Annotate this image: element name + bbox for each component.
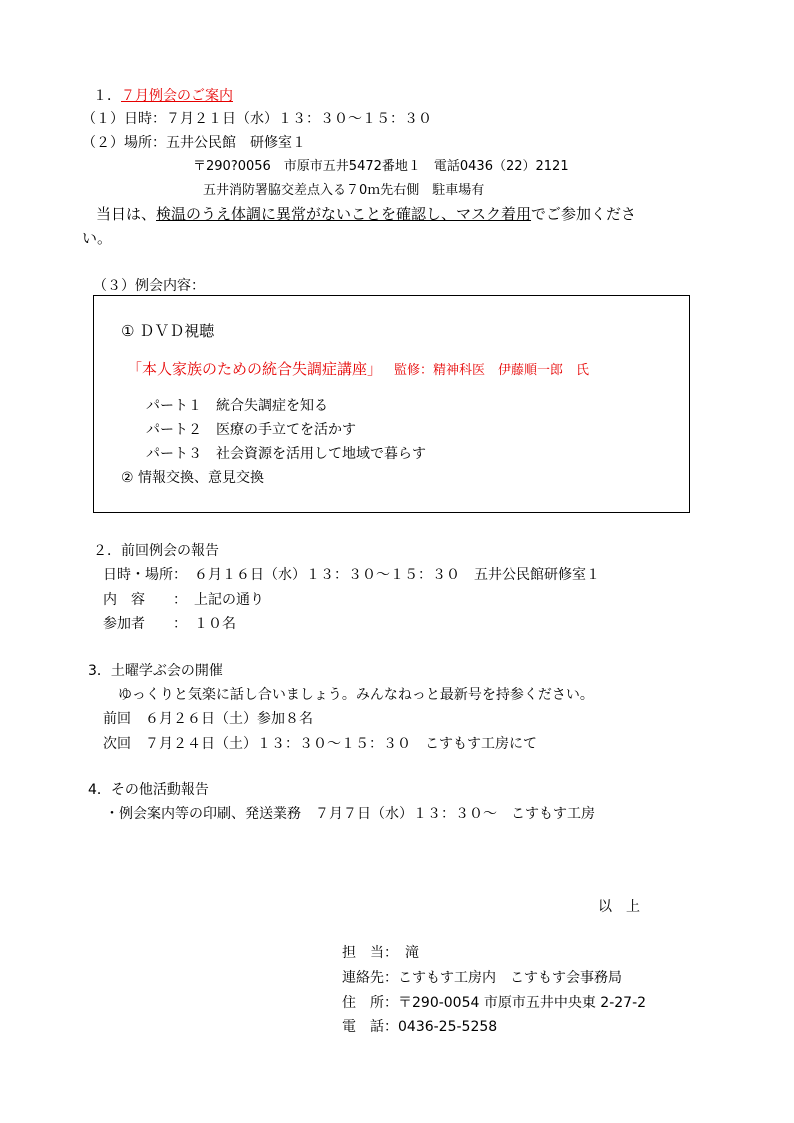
meeting-directions: 五井消防署脇交差点入る７0ｍ先右側 駐車場有 xyxy=(203,183,485,198)
contact-address: 住 所：〒290-0054 市原市五井中央東 2-27-2 xyxy=(342,995,647,1011)
study-previous: 前回 ６月２６日（土）参加８名 xyxy=(103,711,313,727)
report-datetime-place: 日時・場所： ６月１６日（水）１３：３０～１５：３０ 五井公民館研修室１ xyxy=(103,567,600,583)
content-item-dvd: ① ＤＶＤ視聴 xyxy=(121,322,215,340)
notice-continuation: い。 xyxy=(82,229,113,247)
notice-pre: 当日は、 xyxy=(96,205,157,223)
section2-title: ２．前回例会の報告 xyxy=(93,543,219,559)
dvd-supervisor: 監修：精神科医 伊藤順一郎 氏 xyxy=(394,363,590,378)
meeting-datetime: （１）日時：７月２１日（水）１３：３０～１５：３０ xyxy=(82,111,432,127)
activity-item: ・例会案内等の印刷、発送業務 ７月７日（水）１３：３０～ こすもす工房 xyxy=(105,806,595,822)
section3-title: 3．土曜学ぶ会の開催 xyxy=(88,663,223,679)
section1-title: ７月例会のご案内 xyxy=(121,88,233,104)
contact-office: 連絡先：こすもす工房内 こすもす会事務局 xyxy=(342,970,622,986)
part-3: パート３ 社会資源を活用して地域で暮らす xyxy=(146,446,426,462)
report-content: 内 容 ： 上記の通り xyxy=(103,592,264,608)
report-attendees: 参加者 ： １０名 xyxy=(103,616,236,632)
content-label: （３）例会内容： xyxy=(93,278,205,294)
contact-phone: 電 話：0436-25-5258 xyxy=(342,1019,498,1035)
section1-heading xyxy=(93,87,233,105)
study-description: ゆっくりと気楽に話し合いましょう。みんなねっと最新号を持参ください。 xyxy=(118,687,594,703)
part-1: パート１ 統合失調症を知る xyxy=(146,398,328,414)
closing-mark: 以 上 xyxy=(598,899,640,915)
section4-title: 4．その他活動報告 xyxy=(88,782,209,798)
section1-number: １． xyxy=(93,88,121,104)
meeting-place: （２）場所：五井公民館 研修室１ xyxy=(82,135,306,151)
notice-line xyxy=(96,205,636,223)
contact-person: 担 当： 滝 xyxy=(342,945,419,961)
part-2: パート２ 医療の手立てを活かす xyxy=(146,422,356,438)
content-item-exchange: ② 情報交換、意見交換 xyxy=(121,470,265,486)
notice-underlined: 検温のうえ体調に異常がないことを確認し、マスク着用 xyxy=(156,205,532,223)
study-next: 次回 ７月２４日（土）１３：３０～１５：３０ こすもす工房にて xyxy=(103,736,537,752)
meeting-address: 〒290?0056 市原市五井5472番地１ 電話0436（22）2121 xyxy=(193,159,569,174)
dvd-title: 「本人家族のための統合失調症講座」 xyxy=(127,360,383,378)
dvd-line xyxy=(127,360,589,378)
notice-post: でご参加くださ xyxy=(531,205,637,223)
